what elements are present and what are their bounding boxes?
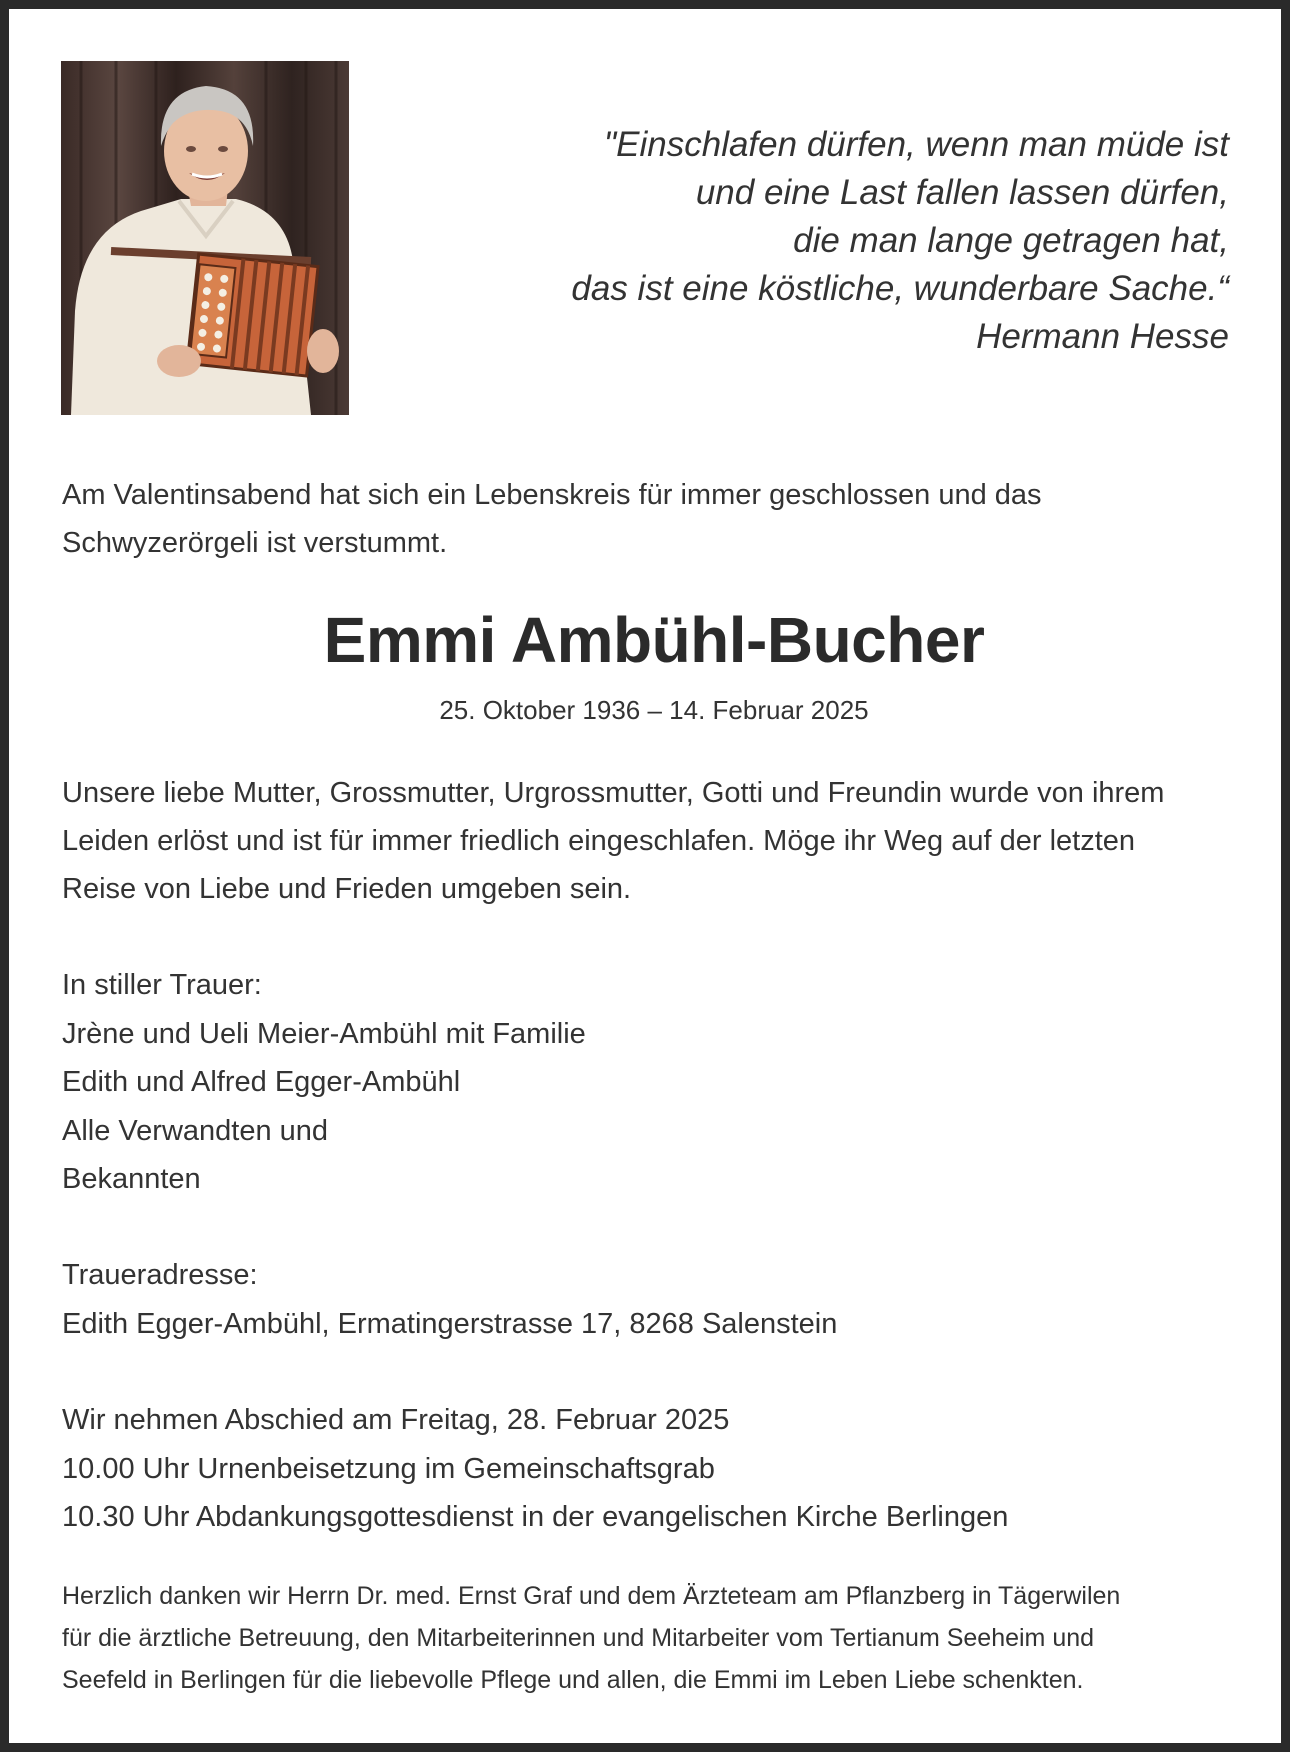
quote-line: das ist eine köstliche, wunderbare Sache.“	[571, 269, 1229, 308]
mourner-line: Edith und Alfred Egger-Ambühl	[62, 1066, 461, 1098]
body-line: Leiden erlöst und ist für immer friedlich eingeschlafen. Möge ihr Weg auf der letzten	[62, 825, 1136, 857]
thanks-line: für die ärztliche Betreuung, den Mitarbeiterinnen und Mitarbeiter vom Tertianum Seeheim und	[62, 1624, 1095, 1652]
portrait-photo	[61, 61, 349, 415]
thanks-paragraph	[62, 1575, 1252, 1701]
intro-line: Schwyzerörgeli ist verstummt.	[62, 527, 448, 559]
hesse-quote	[469, 121, 1229, 361]
address-heading: Traueradresse:	[62, 1259, 258, 1291]
address-section	[62, 1251, 1252, 1348]
body-line: Unsere liebe Mutter, Grossmutter, Urgrossmutter, Gotti und Freundin wurde von ihrem	[62, 777, 1165, 809]
mourners-section	[62, 961, 1252, 1204]
quote-line: und eine Last fallen lassen dürfen,	[695, 173, 1229, 212]
deceased-name: Emmi Ambühl-Bucher	[323, 604, 985, 676]
quote-line: die man lange getragen hat,	[793, 221, 1229, 260]
mourner-line: Alle Verwandten und	[62, 1114, 329, 1147]
mourner-line: Jrène und Ueli Meier-Ambühl mit Familie	[62, 1017, 586, 1050]
quote-author: Hermann Hesse	[976, 317, 1229, 356]
farewell-section	[62, 1396, 1252, 1542]
mourner-line: Bekannten	[62, 1163, 201, 1195]
life-dates: 25. Oktober 1936 – 14. Februar 2025	[439, 695, 869, 725]
body-line: Reise von Liebe und Frieden umgeben sein.	[62, 873, 632, 905]
quote-line: "Einschlafen dürfen, wenn man müde ist	[603, 125, 1229, 164]
intro-line: Am Valentinsabend hat sich ein Lebenskreis für immer geschlossen und das	[62, 479, 1042, 511]
thanks-line: Herzlich danken wir Herrn Dr. med. Ernst Graf und dem Ärzteteam am Pflanzberg in Tägerwilen	[62, 1582, 1121, 1610]
body-paragraph	[62, 769, 1252, 913]
farewell-line: 10.00 Uhr Urnenbeisetzung im Gemeinschaftsgrab	[62, 1452, 715, 1485]
intro-paragraph	[62, 471, 1242, 567]
address-line: Edith Egger-Ambühl, Ermatingerstrasse 17, 8268 Salenstein	[62, 1307, 838, 1340]
mourners-heading: In stiller Trauer:	[62, 969, 262, 1001]
thanks-line: Seefeld in Berlingen für die liebevolle Pflege und allen, die Emmi im Leben Liebe schenkten.	[62, 1666, 1084, 1694]
farewell-line: 10.30 Uhr Abdankungsgottesdienst in der evangelischen Kirche Berlingen	[62, 1501, 1009, 1533]
farewell-line: Wir nehmen Abschied am Freitag, 28. Februar 2025	[62, 1404, 730, 1436]
portrait-photo-image	[61, 61, 349, 415]
